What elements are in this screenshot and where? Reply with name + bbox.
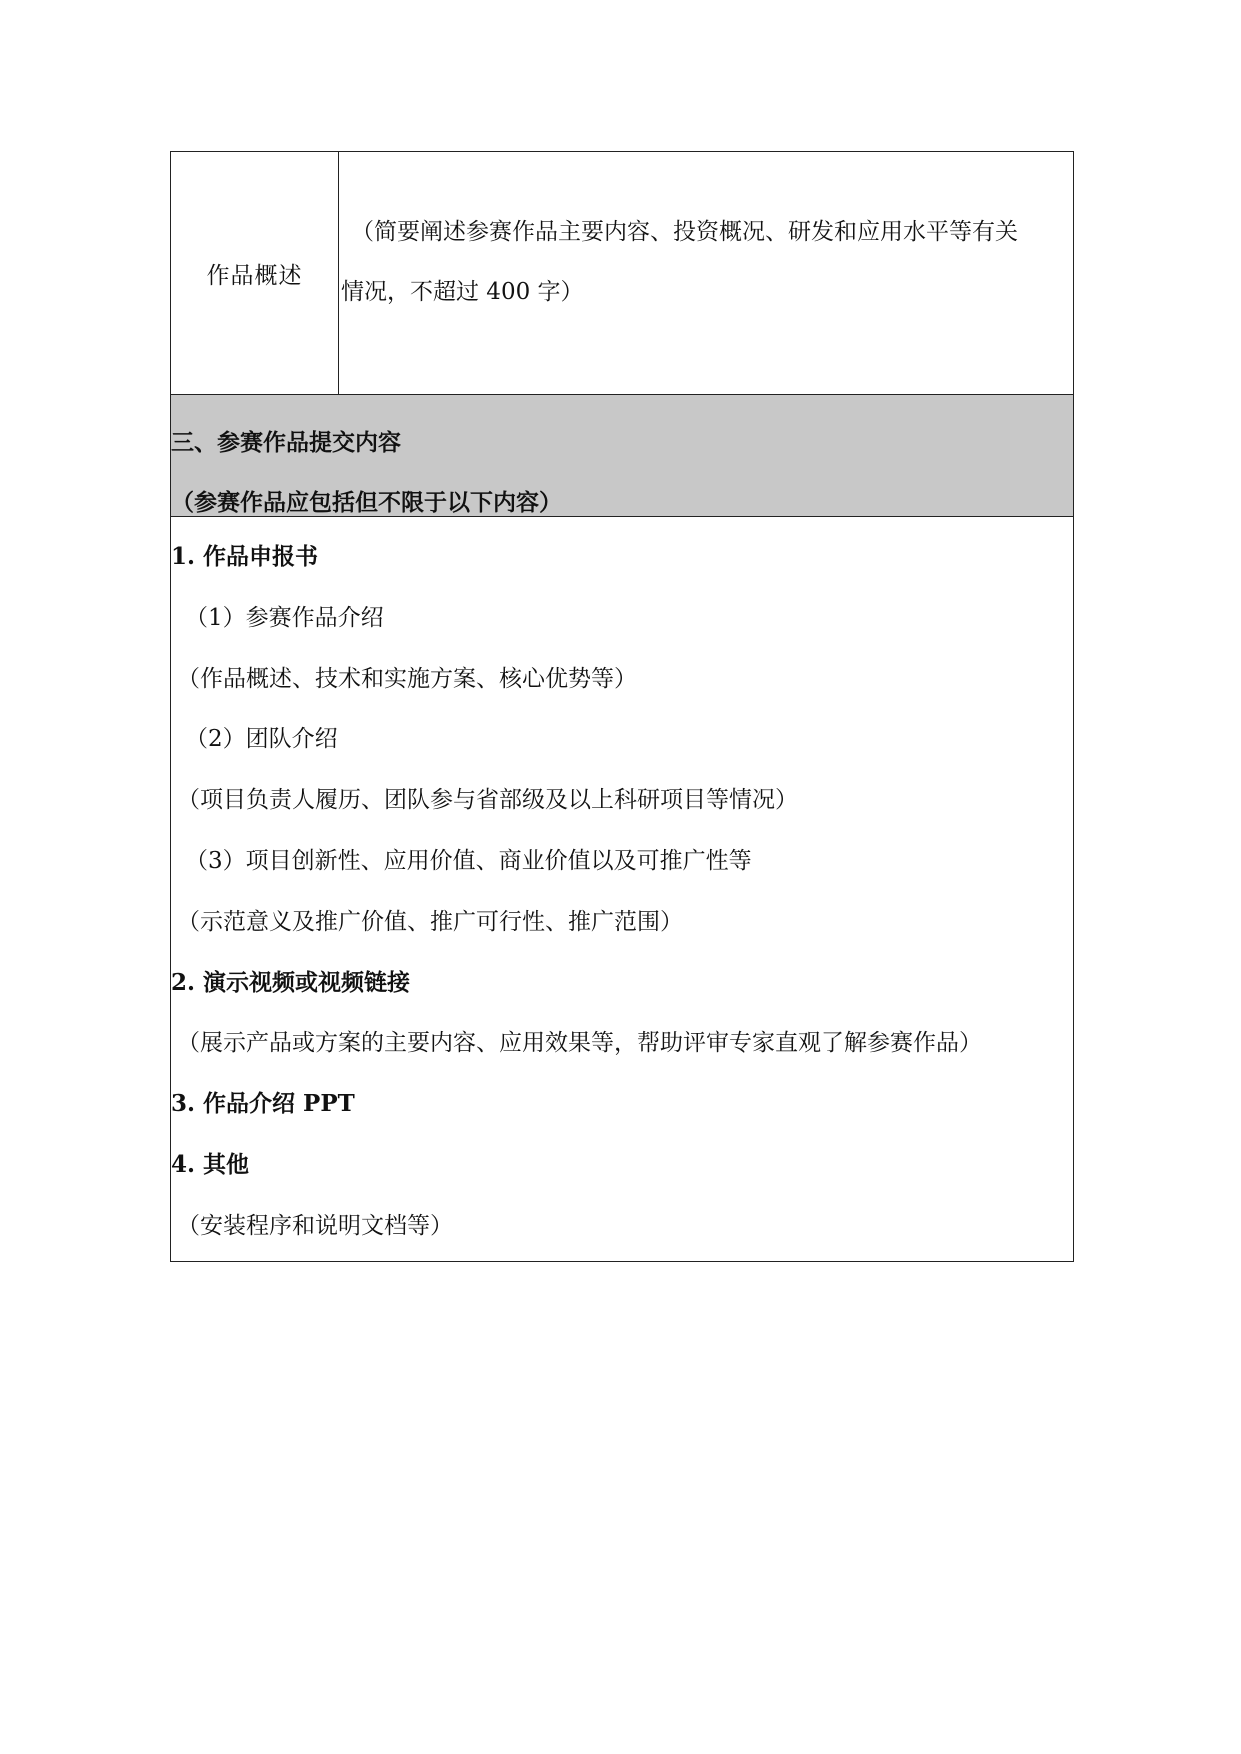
- section-3-subtitle: （参赛作品应包括但不限于以下内容）: [171, 489, 562, 516]
- list-item-team-intro-note: （项目负责人履历、团队参与省部级及以上科研项目等情况）: [177, 787, 798, 814]
- list-item-ppt: 3. 作品介绍 PPT: [171, 1090, 355, 1118]
- overview-hint-line-1: （简要阐述参赛作品主要内容、投资概况、研发和应用水平等有关: [351, 219, 1018, 245]
- overview-hint-line-2: 情况，不超过 400 字）: [341, 279, 584, 305]
- list-item-innovation: （3）项目创新性、应用价值、商业价值以及可推广性等: [185, 847, 752, 874]
- application-form-table: [170, 151, 1074, 1262]
- overview-content[interactable]: [339, 152, 1073, 394]
- list-item-application-form: 1. 作品申报书: [171, 543, 319, 570]
- list-item-other: 4. 其他: [171, 1150, 250, 1178]
- list-item-work-intro: （1）参赛作品介绍: [185, 604, 384, 631]
- section-3-header: [171, 395, 1073, 517]
- section-3-title: 三、参赛作品提交内容: [171, 429, 401, 456]
- list-item-demo-video-note: （展示产品或方案的主要内容、应用效果等，帮助评审专家直观了解参赛作品）: [177, 1030, 982, 1057]
- list-item-work-intro-note: （作品概述、技术和实施方案、核心优势等）: [177, 665, 637, 692]
- overview-row: [171, 152, 1073, 395]
- submission-content-list: [171, 517, 1073, 1261]
- list-item-innovation-note: （示范意义及推广价值、推广可行性、推广范围）: [177, 908, 683, 935]
- list-item-demo-video: 2. 演示视频或视频链接: [171, 968, 411, 996]
- overview-label: 作品概述: [171, 152, 339, 394]
- list-item-team-intro: （2）团队介绍: [185, 726, 338, 753]
- list-item-other-note: （安装程序和说明文档等）: [177, 1212, 453, 1239]
